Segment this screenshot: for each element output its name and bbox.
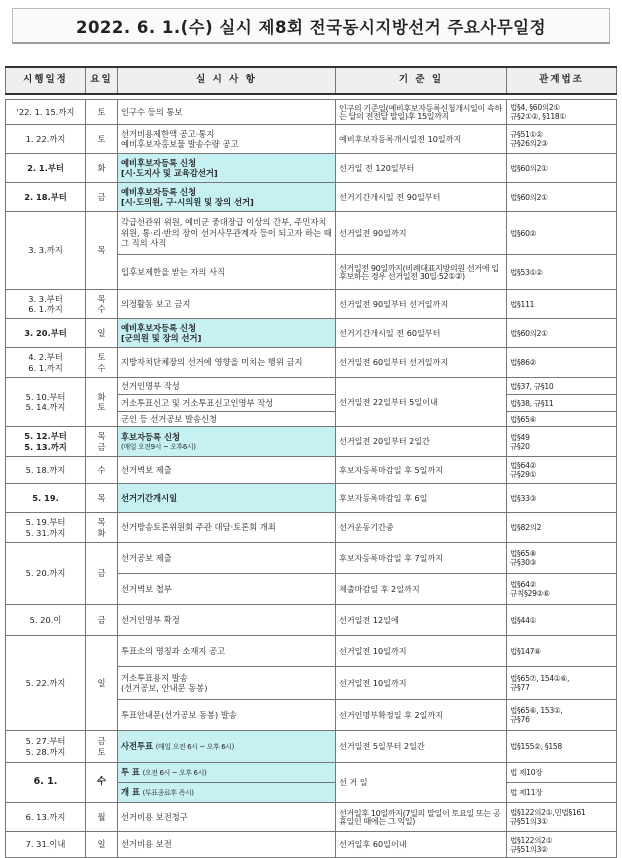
row-date: 5. 18.까지	[6, 457, 86, 484]
table-row	[6, 763, 617, 783]
table-row	[6, 319, 617, 348]
row-task: 예비후보자등록 신청 [시·도지사 및 교육감선거]	[118, 154, 336, 183]
row-law: 법§65⑧ 규§30③	[507, 543, 617, 574]
table-row	[6, 290, 617, 319]
row-task: 선거기간개시일	[118, 484, 336, 513]
row-task: 지방자치단체장의 선거에 영향을 미치는 행위 금지	[118, 348, 336, 378]
table-row	[6, 154, 617, 183]
table-row	[6, 457, 617, 484]
row-date: 2. 18.부터	[6, 183, 86, 212]
row-standard: 선거일전 5일부터 2일간	[336, 731, 507, 763]
row-date: 3. 3.부터 6. 1.까지	[6, 290, 86, 319]
row-task: 선거벽보 첩부	[118, 574, 336, 605]
row-standard: 선거일후 10일까지(7일의 말일이 토요일 또는 공휴일인 때에는 그 익일)	[336, 803, 507, 832]
row-day: 금	[86, 605, 118, 636]
row-standard: 후보자등록마감일 후 7일까지	[336, 543, 507, 574]
row-task: 선거인명부 확정	[118, 605, 336, 636]
table-row	[6, 100, 617, 125]
row-day: 일	[86, 636, 118, 731]
table-row	[6, 348, 617, 378]
row-date: 3. 3.까지	[6, 212, 86, 290]
row-task: 입후보제한을 받는 자의 사직	[118, 255, 336, 290]
row-task-note: (오전 6시 ~ 오후 6시)	[142, 769, 207, 778]
header-row	[6, 67, 617, 94]
row-task: 예비후보자등록 신청 [시·도의원, 구·시의원 및 장의 선거]	[118, 183, 336, 212]
row-law: 법§44①	[507, 605, 617, 636]
row-law: 법§82의2	[507, 513, 617, 543]
row-law: 법§49 규§20	[507, 427, 617, 457]
row-task: 선거비용 보전	[118, 832, 336, 858]
row-date: 5. 20.까지	[6, 543, 86, 605]
row-date: 5. 22.까지	[6, 636, 86, 731]
row-day: 일	[86, 832, 118, 858]
schedule-table	[5, 66, 617, 858]
row-task: 투표안내문(선거공보 동봉) 발송	[118, 700, 336, 731]
row-day: 금 토	[86, 731, 118, 763]
row-law: 법§122의2① 규§51의3②	[507, 832, 617, 858]
table-row	[6, 832, 617, 858]
table-row	[6, 543, 617, 574]
header-law: 관계법조	[507, 67, 617, 94]
header-standard: 기 준 일	[336, 67, 507, 94]
row-standard: 선거운동기간중	[336, 513, 507, 543]
row-task: 투 표	[121, 767, 140, 778]
row-law: 법§37, 규§10	[507, 378, 617, 395]
row-date: 5. 27.부터 5. 28.까지	[6, 731, 86, 763]
row-law: 법§65⑥, 153①, 규§76	[507, 700, 617, 731]
row-date: 3. 20.부터	[6, 319, 86, 348]
row-standard: 선거기간개시일 전 60일부터	[336, 319, 507, 348]
table-row	[6, 513, 617, 543]
row-task: 선거비용제한액 공고·통지 예비후보자홍보물 발송수량 공고	[118, 125, 336, 154]
table-row	[6, 212, 617, 255]
row-law: 법§111	[507, 290, 617, 319]
row-law: 법§60의2①	[507, 154, 617, 183]
row-task: 의정활동 보고 금지	[118, 290, 336, 319]
row-day: 금	[86, 183, 118, 212]
row-task: 후보자등록 신청	[121, 432, 180, 443]
row-day: 목	[86, 212, 118, 290]
row-law: 규§51①② 규§26의2③	[507, 125, 617, 154]
row-standard: 인구의 기준일(예비후보자등록신청개시일이 속하는 달의 전전달 말일)후 15일까지	[336, 100, 507, 125]
row-task: 선거벽보 제출	[118, 457, 336, 484]
page-title: 2022. 6. 1.(수) 실시 제8회 전국동시지방선거 주요사무일정	[75, 17, 547, 37]
row-task: 거소투표신고 및 거소투표신고인명부 작성	[118, 395, 336, 412]
row-date: 1. 22.까지	[6, 125, 86, 154]
row-standard: 선거일전 90일부터 선거일까지	[336, 290, 507, 319]
row-day: 일	[86, 319, 118, 348]
row-day: 수	[86, 763, 118, 803]
table-row	[6, 183, 617, 212]
row-law: 법§155②, §158	[507, 731, 617, 763]
row-day: 금	[86, 543, 118, 605]
row-task-note: (투표종료후 즉시)	[142, 789, 194, 798]
row-date: 4. 2.부터 6. 1.까지	[6, 348, 86, 378]
row-date: '22. 1. 15.까지	[6, 100, 86, 125]
row-date: 5. 12.부터 5. 13.까지	[6, 427, 86, 457]
row-day: 목 화	[86, 513, 118, 543]
row-day: 목 수	[86, 290, 118, 319]
row-law: 법§38, 규§11	[507, 395, 617, 412]
row-law: 법 제10장	[507, 763, 617, 783]
header-date: 시행일정	[6, 67, 86, 94]
row-law: 법§53①②	[507, 255, 617, 290]
row-task-cell	[118, 763, 336, 783]
row-date: 2. 1.부터	[6, 154, 86, 183]
row-standard: 후보자등록마감일 후 6일	[336, 484, 507, 513]
row-standard: 후보자등록마감일 후 5일까지	[336, 457, 507, 484]
row-task: 거소투표용지 발송 (선거공보, 안내문 동봉)	[118, 667, 336, 700]
row-date: 7. 31.이내	[6, 832, 86, 858]
table-row	[6, 125, 617, 154]
row-standard: 선거일전 10일까지	[336, 667, 507, 700]
row-law: 법§122의2①,민법§161 규§51의3①	[507, 803, 617, 832]
row-day: 화	[86, 154, 118, 183]
row-date: 5. 10.부터 5. 14.까지	[6, 378, 86, 427]
row-date: 5. 19.	[6, 484, 86, 513]
row-day: 수	[86, 457, 118, 484]
row-task-cell	[118, 731, 336, 763]
row-task-cell	[118, 427, 336, 457]
row-law: 법§60②	[507, 212, 617, 255]
table-row	[6, 636, 617, 667]
row-task: 선거방송토론위원회 주관 대담·토론회 개최	[118, 513, 336, 543]
row-date: 5. 20.이	[6, 605, 86, 636]
row-task: 인구수 등의 통보	[118, 100, 336, 125]
row-day: 토	[86, 100, 118, 125]
row-standard: 선거일전 60일부터 선거일까지	[336, 348, 507, 378]
row-law: 법§4, §60의2① 규§2①②, §118①	[507, 100, 617, 125]
row-standard: 선거일전 20일부터 2일간	[336, 427, 507, 457]
row-law: 법§33③	[507, 484, 617, 513]
row-date: 6. 1.	[6, 763, 86, 803]
row-standard: 제출마감일 후 2일까지	[336, 574, 507, 605]
row-task-note: (매일 오전9시 ~ 오후6시)	[121, 442, 196, 451]
row-task: 사전투표	[121, 741, 154, 752]
row-law: 법 제11장	[507, 783, 617, 803]
row-day: 토	[86, 125, 118, 154]
row-law: 법§64② 규칙§29②⑥	[507, 574, 617, 605]
row-task: 투표소의 명칭과 소재지 공고	[118, 636, 336, 667]
table-row	[6, 731, 617, 763]
row-standard: 선거일전 90일까지(비례대표지방의원 선거에 입후보하는 경우 선거일전 30일·52①②)	[336, 255, 507, 290]
table-row	[6, 605, 617, 636]
header-task: 실 시 사 항	[118, 67, 336, 94]
table-row	[6, 484, 617, 513]
table-row	[6, 427, 617, 457]
row-day: 월	[86, 803, 118, 832]
row-standard: 선거일전 22일부터 5일이내	[336, 378, 507, 427]
title-box	[12, 8, 610, 44]
row-task: 각급선관위 위원, 예비군 중대장급 이상의 간부, 주민자치위원, 통·리·반의 장이 선거사무관계자 등이 되고자 하는 때 그 직의 사직	[118, 212, 336, 255]
table-row	[6, 803, 617, 832]
row-task: 선거인명부 작성	[118, 378, 336, 395]
row-law: 법§86②	[507, 348, 617, 378]
row-law: 법§65⑦, 154①⑥, 규§77	[507, 667, 617, 700]
row-day: 토 수	[86, 348, 118, 378]
row-day: 목 금	[86, 427, 118, 457]
row-day: 화 토	[86, 378, 118, 427]
header-day: 요일	[86, 67, 118, 94]
row-standard: 선거일전 90일까지	[336, 212, 507, 255]
row-standard: 선거일전 12일에	[336, 605, 507, 636]
row-standard: 선거인명부확정일 후 2일까지	[336, 700, 507, 731]
row-law: 법§65⑥	[507, 412, 617, 427]
row-task: 군인 등 선거공보 발송신청	[118, 412, 336, 427]
row-task: 개 표	[121, 787, 140, 798]
row-task: 선거비용 보전청구	[118, 803, 336, 832]
row-standard: 선거기간개시일 전 90일부터	[336, 183, 507, 212]
row-standard: 선거일후 60일이내	[336, 832, 507, 858]
row-task-note: (매일 오전 6시 ~ 오후 6시)	[155, 743, 234, 752]
row-law: 법§64② 규§29①	[507, 457, 617, 484]
row-standard: 선 거 일	[336, 763, 507, 803]
row-law: 법§147⑧	[507, 636, 617, 667]
row-standard: 예비후보자등록개시일전 10일까지	[336, 125, 507, 154]
row-day: 목	[86, 484, 118, 513]
row-task: 선거공보 제출	[118, 543, 336, 574]
row-standard: 선거일 전 120일부터	[336, 154, 507, 183]
row-date: 6. 13.까지	[6, 803, 86, 832]
row-task-cell	[118, 783, 336, 803]
row-law: 법§60의2①	[507, 183, 617, 212]
row-date: 5. 19.부터 5. 31.까지	[6, 513, 86, 543]
row-standard: 선거일전 10일까지	[336, 636, 507, 667]
table-row	[6, 378, 617, 395]
row-task: 예비후보자등록 신청 [군의원 및 장의 선거]	[118, 319, 336, 348]
row-law: 법§60의2①	[507, 319, 617, 348]
